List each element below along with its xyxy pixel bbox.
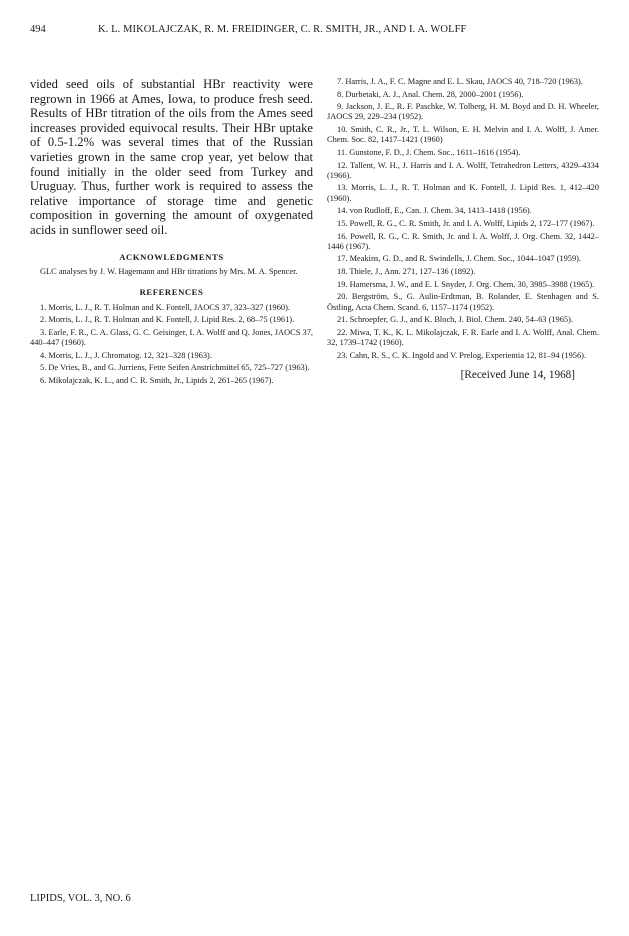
reference-item: 19. Hamersma, J. W., and E. I. Snyder, J. Org. Chem. 30, 3985–3988 (1965). <box>337 279 595 289</box>
acknowledgments-text: GLC analyses by J. W. Hagemann and HBr titrations by Mrs. M. A. Spencer. <box>40 266 298 276</box>
reference-item: 20. Bergström, S., G. Aulin-Erdtman, B. Rolander, E. Stenhagen and S. Östling, Acta Chem. Scand. 6, 1157–1174 (1952). <box>327 292 599 312</box>
reference-item: 1. Morris, L. J., R. T. Holman and K. Fontell, JAOCS 37, 323–327 (1960). <box>40 302 291 312</box>
received-date: [Received June 14, 1968] <box>460 368 575 381</box>
reference-item: 14. von Rudloff, E., Can. J. Chem. 34, 1413–1418 (1956). <box>337 206 532 216</box>
reference-item: 4. Morris, L. J., J. Chromatog. 12, 321–328 (1963). <box>40 350 212 360</box>
right-column <box>327 77 599 381</box>
left-column <box>30 77 313 389</box>
reference-item: 15. Powell, R. G., C. R. Smith, Jr. and I. A. Wolff, Lipids 2, 172–177 (1967). <box>337 218 595 228</box>
reference-item: 16. Powell, R. G., C. R. Smith, Jr. and I. A. Wolff, J. Org. Chem. 32, 1442–1446 (1967). <box>327 231 599 251</box>
reference-item: 10. Smith, C. R., Jr., T. L. Wilson, E. H. Melvin and I. A. Wolff, J. Amer. Chem. Soc. 82, 1417–1421 (1960) <box>327 125 599 145</box>
reference-item: 12. Tallent, W. H., J. Harris and I. A. Wolff, Tetrahedron Letters, 4329–4334 (1966). <box>327 160 599 180</box>
reference-list-left <box>30 303 313 387</box>
reference-item: 6. Mikolajczak, K. L., and C. R. Smith, Jr., Lipids 2, 261–265 (1967). <box>40 376 274 386</box>
running-head: K. L. MIKOLAJCZAK, R. M. FREIDINGER, C. R. SMITH, JR., AND I. A. WOLFF <box>98 24 467 35</box>
page-header <box>30 24 600 40</box>
reference-item: 11. Gunstone, F. D., J. Chem. Soc., 1611–1616 (1954). <box>337 147 521 157</box>
acknowledgments-heading: ACKNOWLEDGMENTS <box>119 251 224 262</box>
reference-item: 21. Schroepfer, G. J., and K. Bloch, J. Biol. Chem. 240, 54–63 (1965). <box>337 315 574 325</box>
body-paragraph: vided seed oils of substantial HBr reactivity were regrown in 1966 at Ames, Iowa, to produce fresh seed. Results of HBr titration of the oils from the Ames seed increases provided equivocal results. Their HBr uptake of 0.5-1.2% was several times that of the Russian varieties grown in the same crop year, yet below that found initially in the older seed from Turkey and Uruguay. Thus, further work is required to assess the relative importance of storage time and genetic composition in governing the amount of oxygenated acids in sunflower seed oil. <box>30 77 313 237</box>
reference-item: 9. Jackson, J. E., R. F. Paschke, W. Tolberg, H. M. Boyd and D. H. Wheeler, JAOCS 29, 229–234 (1952). <box>327 102 599 122</box>
reference-item: 7. Harris, J. A., F. C. Magne and E. L. Skau, JAOCS 40, 718–720 (1963). <box>337 77 583 86</box>
page-number: 494 <box>30 24 46 35</box>
reference-item: 13. Morris, L. J., R. T. Holman and K. Fontell, J. Lipid Res. 1, 412–420 (1960). <box>327 183 599 203</box>
reference-item: 5. De Vries, B., and G. Jurriens, Fette Seifen Anstrichmittel 65, 725–727 (1963). <box>40 363 310 373</box>
reference-list-right <box>327 77 599 361</box>
reference-item: 22. Miwa, T. K., K. L. Mikolajczak, F. R. Earle and I. A. Wolff, Anal. Chem. 32, 1739–1742 (1960). <box>327 327 599 347</box>
reference-item: 18. Thiele, J., Ann. 271, 127–136 (1892). <box>337 267 476 277</box>
references-heading: REFERENCES <box>139 286 204 297</box>
reference-item: 3. Earle, F. R., C. A. Glass, G. C. Geisinger, I. A. Wolff and Q. Jones, JAOCS 37, 440–447 (1960). <box>30 328 313 348</box>
reference-item: 17. Meakins, G. D., and R. Swindells, J. Chem. Soc., 1044–1047 (1959). <box>337 254 582 264</box>
reference-item: 2. Morris, L. J., R. T. Holman and K. Fontell, J. Lipid Res. 2, 68–75 (1961). <box>40 315 295 325</box>
journal-footer: LIPIDS, VOL. 3, NO. 6 <box>30 893 131 904</box>
reference-item: 8. Durbetaki, A. J., Anal. Chem. 28, 2000–2001 (1956). <box>337 89 524 99</box>
reference-item: 23. Cahn, R. S., C. K. Ingold and V. Prelog, Experientia 12, 81–94 (1956). <box>337 350 587 360</box>
